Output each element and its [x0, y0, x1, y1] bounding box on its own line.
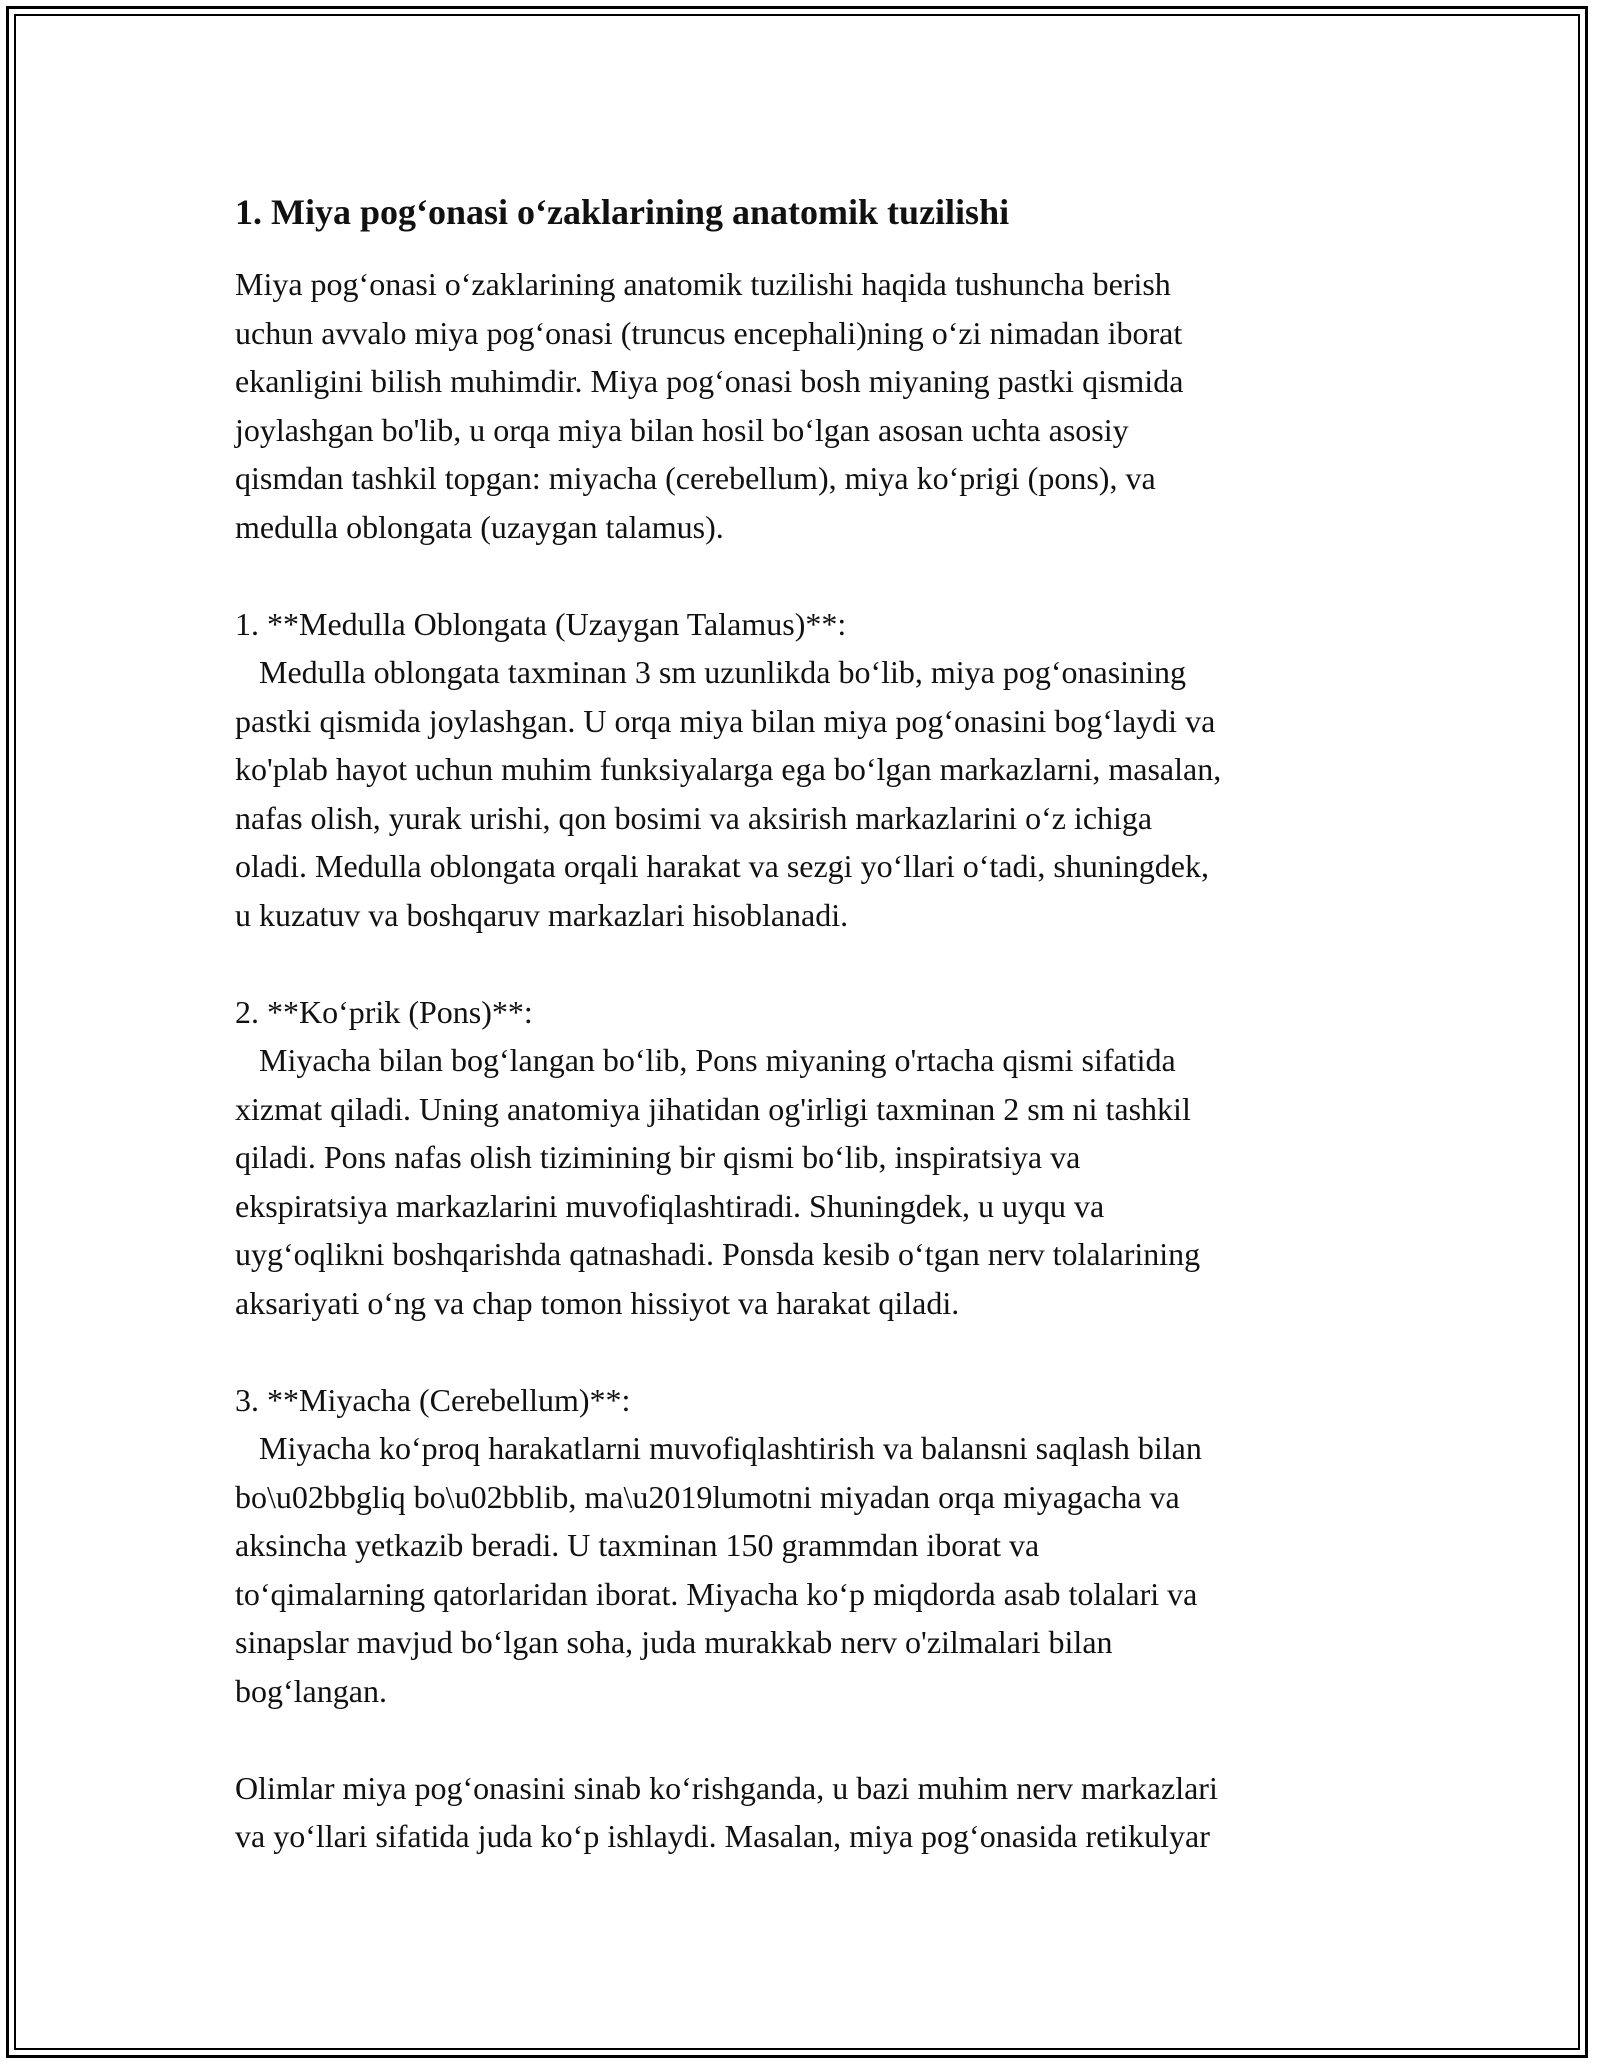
paragraph-line: uchun avvalo miya pog‘onasi (truncus encephali)ning o‘zi nimadan iborat [235, 314, 1183, 351]
paragraph-gap [235, 1327, 1375, 1376]
document-body [235, 188, 1375, 1861]
paragraph-line: ekspiratsiya markazlarini muvofiqlashtiradi. Shuningdek, u uyqu va [235, 1187, 1105, 1224]
paragraph-line: nafas olish, yurak urishi, qon bosimi va aksirish markazlarini o‘z ichiga [235, 799, 1153, 836]
paragraph-line: va yo‘llari sifatida juda ko‘p ishlaydi. Masalan, miya pog‘onasida retikulyar [235, 1818, 1210, 1854]
section-medulla-oblongata [235, 600, 1375, 940]
paragraph-gap [235, 1715, 1375, 1764]
document-title: 1. Miya pog‘onasi o‘zaklarining anatomik tuzilishi [235, 192, 1010, 232]
section-pons [235, 988, 1375, 1328]
paragraph-line: pastki qismida joylashgan. U orqa miya bilan miya pog‘onasini bog‘laydi va [235, 702, 1216, 739]
paragraph-line: sinapslar mavjud bo‘lgan soha, juda murakkab nerv o'zilmalari bilan [235, 1624, 1113, 1660]
paragraph-line: Olimlar miya pog‘onasini sinab ko‘rishganda, u bazi muhim nerv markazlari [235, 1769, 1218, 1806]
intro-paragraph [235, 260, 1375, 551]
paragraph-line: to‘qimalarning qatorlaridan iborat. Miyacha ko‘p miqdorda asab tolalari va [235, 1575, 1198, 1612]
paragraph-line: ko'plab hayot uchun muhim funksiyalarga ega bo‘lgan markazlarni, masalan, [235, 751, 1222, 787]
paragraph-gap [235, 939, 1375, 988]
paragraph-line: medulla oblongata (uzaygan talamus). [235, 508, 724, 545]
paragraph-line: Miya pog‘onasi o‘zaklarining anatomik tuzilishi haqida tushuncha berish [235, 266, 1171, 302]
paragraph-line: aksariyati o‘ng va chap tomon hissiyot va harakat qiladi. [235, 1284, 960, 1321]
paragraph-line: xizmat qiladi. Uning anatomiya jihatidan og'irligi taxminan 2 sm ni tashkil [235, 1090, 1191, 1127]
closing-paragraph [235, 1764, 1375, 1861]
paragraph-line: bog‘langan. [235, 1672, 387, 1709]
paragraph-line: Miyacha bilan bog‘langan bo‘lib, Pons miyaning o'rtacha qismi sifatida [235, 1042, 1176, 1078]
paragraph-line: ekanligini bilish muhimdir. Miya pog‘onasi bosh miyaning pastki qismida [235, 363, 1184, 399]
paragraph-line: Medulla oblongata taxminan 3 sm uzunlikda bo‘lib, miya pog‘onasining [235, 654, 1186, 690]
paragraph-line: bo\u02bbgliq bo\u02bblib, ma\u2019lumotni miyadan orqa miyagacha va [235, 1478, 1180, 1515]
paragraph-line: qiladi. Pons nafas olish tizimining bir qismi bo‘lib, inspiratsiya va [235, 1139, 1081, 1175]
section-heading: 3. **Miyacha (Cerebellum)**: [235, 1381, 631, 1418]
paragraph-line: aksincha yetkazib beradi. U taxminan 150 grammdan iborat va [235, 1527, 1040, 1563]
section-cerebellum [235, 1376, 1375, 1716]
section-heading: 2. **Ko‘prik (Pons)**: [235, 993, 533, 1030]
paragraph-gap [235, 551, 1375, 600]
paragraph-line: joylashgan bo'lib, u orqa miya bilan hosil bo‘lgan asosan uchta asosiy [235, 411, 1129, 448]
paragraph-line: u kuzatuv va boshqaruv markazlari hisoblanadi. [235, 896, 849, 933]
paragraph-line: qismdan tashkil topgan: miyacha (cerebellum), miya ko‘prigi (pons), va [235, 460, 1156, 496]
section-heading: 1. **Medulla Oblongata (Uzaygan Talamus)**: [235, 605, 847, 642]
paragraph-line: oladi. Medulla oblongata orqali harakat va sezgi yo‘llari o‘tadi, shuningdek, [235, 848, 1209, 884]
paragraph-line: uyg‘oqlikni boshqarishda qatnashadi. Ponsda kesib o‘tgan nerv tolalarining [235, 1236, 1201, 1272]
paragraph-line: Miyacha ko‘proq harakatlarni muvofiqlashtirish va balansni saqlash bilan [235, 1430, 1202, 1466]
